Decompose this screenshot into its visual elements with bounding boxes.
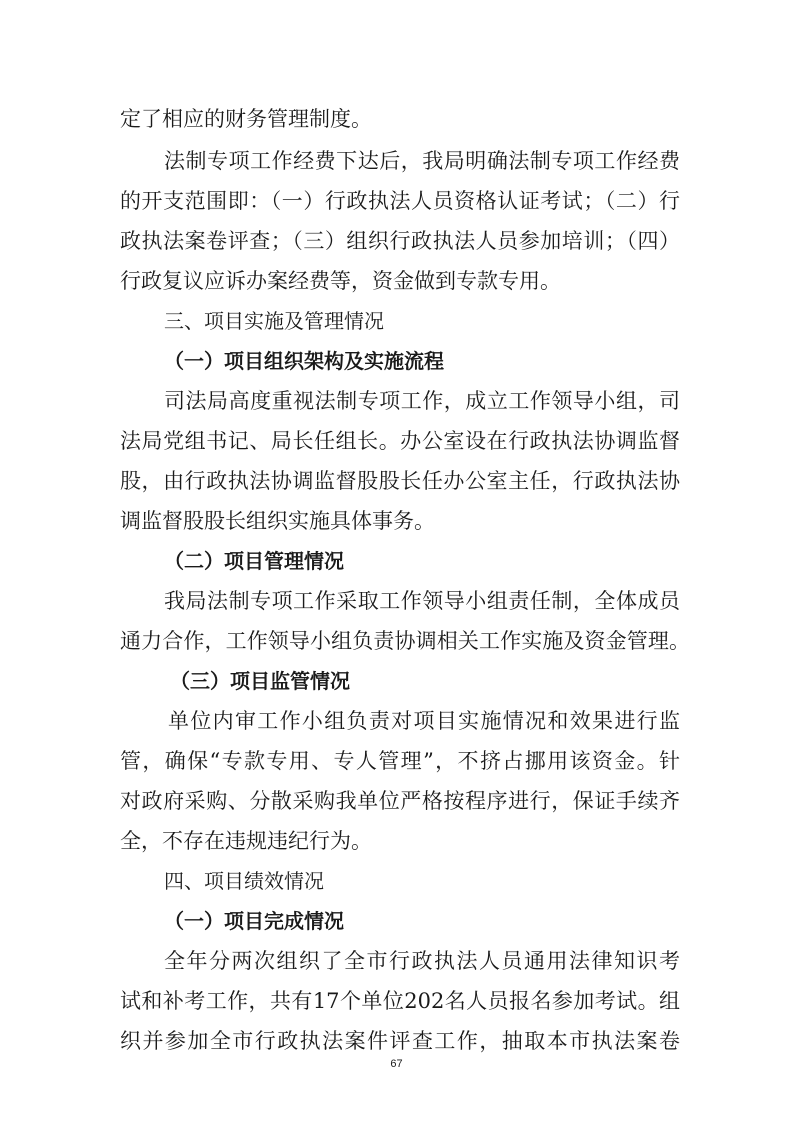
text-line: 对政府采购、分散采购我单位严格按程序进行，保证手续齐 (120, 789, 680, 813)
text-line: 管，确保“专款专用、专人管理”，不挤占挪用该资金。针 (120, 749, 680, 773)
section-heading: 三、项目实施及管理情况 (164, 309, 384, 333)
text-line: 的开支范围即：（一）行政执法人员资格认证考试；（二）行 (120, 189, 680, 213)
text-line: 全，不存在违规违纪行为。 (120, 829, 372, 853)
text-line: 行政复议应诉办案经费等，资金做到专款专用。 (120, 269, 561, 293)
text-line: 全年分两次组织了全市行政执法人员通用法律知识考 (164, 949, 680, 973)
text-line: 政执法案卷评查；（三）组织行政执法人员参加培训；（四） (120, 229, 680, 253)
text-line: 我局法制专项工作采取工作领导小组责任制，全体成员 (164, 589, 680, 613)
section-heading: 四、项目绩效情况 (164, 869, 324, 893)
text-line: 定了相应的财务管理制度。 (120, 107, 372, 131)
text-line: 调监督股股长组织实施具体事务。 (120, 509, 435, 533)
subsection-heading: （二）项目管理情况 (164, 549, 344, 573)
text-line: 法局党组书记、局长任组长。办公室设在行政执法协调监督 (120, 429, 680, 453)
text-line: 试和补考工作，共有17个单位202名人员报名参加考试。组 (120, 989, 680, 1013)
text-line: 单位内审工作小组负责对项目实施情况和效果进行监 (168, 709, 680, 733)
text-line: 司法局高度重视法制专项工作，成立工作领导小组，司 (164, 389, 680, 413)
text-line: 股，由行政执法协调监督股股长任办公室主任，行政执法协 (120, 469, 680, 493)
text-line: 织并参加全市行政执法案件评查工作，抽取本市执法案卷 (120, 1029, 680, 1053)
page-number: 67 (390, 1058, 403, 1070)
text-line: 法制专项工作经费下达后，我局明确法制专项工作经费 (164, 149, 680, 173)
subsection-heading: （一）项目完成情况 (164, 909, 344, 933)
text-line: 通力合作，工作领导小组负责协调相关工作实施及资金管理。 (120, 629, 690, 653)
subsection-heading: （一）项目组织架构及实施流程 (164, 349, 444, 373)
subsection-heading: （三）项目监管情况 (170, 669, 350, 693)
